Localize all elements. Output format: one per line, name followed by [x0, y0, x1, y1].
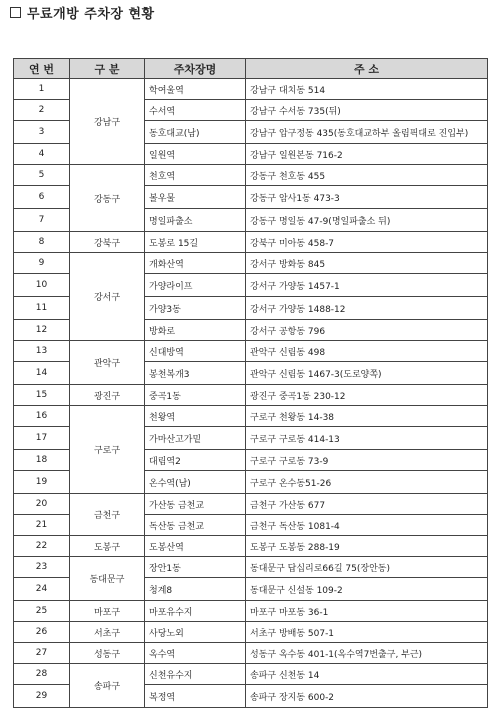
parking-name: 일원역	[145, 144, 246, 165]
parking-address: 서초구 방배동 507-1	[246, 622, 488, 643]
table-row	[14, 643, 488, 664]
parking-address: 강동구 명일동 47-9(명일파출소 뒤)	[246, 209, 488, 232]
parking-name: 봉천복개3	[145, 362, 246, 385]
parking-table	[13, 58, 488, 708]
parking-address: 강서구 가양동 1488-12	[246, 297, 488, 320]
parking-name: 천호역	[145, 165, 246, 186]
header-address: 주 소	[246, 59, 488, 79]
parking-address: 동대문구 신설동 109-2	[246, 578, 488, 601]
row-number: 5	[14, 165, 70, 186]
parking-address: 송파구 장지동 600-2	[246, 685, 488, 708]
parking-address: 송파구 신천동 14	[246, 664, 488, 685]
row-number: 17	[14, 427, 70, 450]
table-row	[14, 601, 488, 622]
parking-name: 가마산고가밑	[145, 427, 246, 450]
table-row	[14, 79, 488, 100]
district-cell: 강남구	[70, 79, 145, 165]
parking-address: 성동구 옥수동 401-1(옥수역7번출구, 부근)	[246, 643, 488, 664]
checkbox-square-icon	[10, 7, 21, 18]
header-no: 연 번	[14, 59, 70, 79]
parking-address: 강동구 천호동 455	[246, 165, 488, 186]
parking-name: 청계8	[145, 578, 246, 601]
parking-address: 강남구 대치동 514	[246, 79, 488, 100]
table-header-row	[14, 59, 488, 79]
district-cell: 동대문구	[70, 557, 145, 601]
district-cell: 강서구	[70, 253, 145, 341]
row-number: 23	[14, 557, 70, 578]
parking-address: 관악구 신림동 1467-3(도로양쪽)	[246, 362, 488, 385]
parking-address: 강서구 가양동 1457-1	[246, 274, 488, 297]
table-row	[14, 664, 488, 685]
parking-name: 마포유수지	[145, 601, 246, 622]
parking-name: 수서역	[145, 100, 246, 121]
parking-address: 구로구 천왕동 14-38	[246, 406, 488, 427]
parking-address: 금천구 가산동 677	[246, 494, 488, 515]
parking-name: 천왕역	[145, 406, 246, 427]
row-number: 16	[14, 406, 70, 427]
parking-address: 강남구 일원본동 716-2	[246, 144, 488, 165]
row-number: 22	[14, 536, 70, 557]
parking-name: 개화산역	[145, 253, 246, 274]
district-cell: 구로구	[70, 406, 145, 494]
parking-name: 온수역(남)	[145, 471, 246, 494]
row-number: 24	[14, 578, 70, 601]
district-cell: 송파구	[70, 664, 145, 708]
parking-name: 중곡1동	[145, 385, 246, 406]
parking-name: 복정역	[145, 685, 246, 708]
row-number: 19	[14, 471, 70, 494]
parking-name: 장안1동	[145, 557, 246, 578]
row-number: 12	[14, 320, 70, 341]
table-row	[14, 536, 488, 557]
parking-address: 금천구 독산동 1081-4	[246, 515, 488, 536]
parking-address: 관악구 신림동 498	[246, 341, 488, 362]
row-number: 14	[14, 362, 70, 385]
parking-address: 구로구 온수동51-26	[246, 471, 488, 494]
parking-address: 동대문구 답십리로66길 75(장안동)	[246, 557, 488, 578]
row-number: 13	[14, 341, 70, 362]
row-number: 11	[14, 297, 70, 320]
row-number: 28	[14, 664, 70, 685]
parking-name: 동호대교(남)	[145, 121, 246, 144]
parking-name: 학여울역	[145, 79, 246, 100]
district-cell: 금천구	[70, 494, 145, 536]
parking-address: 강서구 방화동 845	[246, 253, 488, 274]
table-row	[14, 557, 488, 578]
district-cell: 광진구	[70, 385, 145, 406]
title-text: 무료개방 주차장 현황	[27, 6, 155, 22]
parking-name: 신천유수지	[145, 664, 246, 685]
district-cell: 관악구	[70, 341, 145, 385]
table-row	[14, 253, 488, 274]
parking-address: 마포구 마포동 36-1	[246, 601, 488, 622]
row-number: 21	[14, 515, 70, 536]
row-number: 29	[14, 685, 70, 708]
parking-name: 독산동 금천교	[145, 515, 246, 536]
district-cell: 도봉구	[70, 536, 145, 557]
parking-name: 도봉로 15길	[145, 232, 246, 253]
parking-name: 가산동 금천교	[145, 494, 246, 515]
district-cell: 성동구	[70, 643, 145, 664]
parking-address: 강북구 미아동 458-7	[246, 232, 488, 253]
table-row	[14, 494, 488, 515]
table-row	[14, 341, 488, 362]
row-number: 18	[14, 450, 70, 471]
header-parking-name: 주차장명	[145, 59, 246, 79]
parking-address: 구로구 구로동 414-13	[246, 427, 488, 450]
parking-name: 신대방역	[145, 341, 246, 362]
row-number: 20	[14, 494, 70, 515]
district-cell: 강동구	[70, 165, 145, 232]
row-number: 4	[14, 144, 70, 165]
parking-name: 가양라이프	[145, 274, 246, 297]
parking-name: 옥수역	[145, 643, 246, 664]
row-number: 6	[14, 186, 70, 209]
district-cell: 강북구	[70, 232, 145, 253]
header-district: 구 분	[70, 59, 145, 79]
table-body	[14, 79, 488, 708]
parking-address: 광진구 중곡1동 230-12	[246, 385, 488, 406]
row-number: 1	[14, 79, 70, 100]
table-row	[14, 165, 488, 186]
document-title	[10, 3, 155, 21]
parking-address: 강남구 압구정동 435(동호대교하부 올림픽대로 진입부)	[246, 121, 488, 144]
row-number: 10	[14, 274, 70, 297]
row-number: 7	[14, 209, 70, 232]
row-number: 8	[14, 232, 70, 253]
row-number: 27	[14, 643, 70, 664]
parking-name: 명일파출소	[145, 209, 246, 232]
row-number: 3	[14, 121, 70, 144]
row-number: 15	[14, 385, 70, 406]
district-cell: 마포구	[70, 601, 145, 622]
table-row	[14, 622, 488, 643]
row-number: 25	[14, 601, 70, 622]
parking-name: 가양3동	[145, 297, 246, 320]
table-row	[14, 406, 488, 427]
parking-name: 사당노외	[145, 622, 246, 643]
parking-name: 도봉산역	[145, 536, 246, 557]
row-number: 26	[14, 622, 70, 643]
parking-address: 구로구 구로동 73-9	[246, 450, 488, 471]
row-number: 9	[14, 253, 70, 274]
parking-name: 볼우물	[145, 186, 246, 209]
table-row	[14, 232, 488, 253]
parking-name: 방화로	[145, 320, 246, 341]
parking-address: 도봉구 도봉동 288-19	[246, 536, 488, 557]
district-cell: 서초구	[70, 622, 145, 643]
parking-address: 강동구 암사1동 473-3	[246, 186, 488, 209]
parking-address: 강남구 수서동 735(뒤)	[246, 100, 488, 121]
row-number: 2	[14, 100, 70, 121]
parking-name: 대림역2	[145, 450, 246, 471]
parking-address: 강서구 공항동 796	[246, 320, 488, 341]
table-row	[14, 385, 488, 406]
